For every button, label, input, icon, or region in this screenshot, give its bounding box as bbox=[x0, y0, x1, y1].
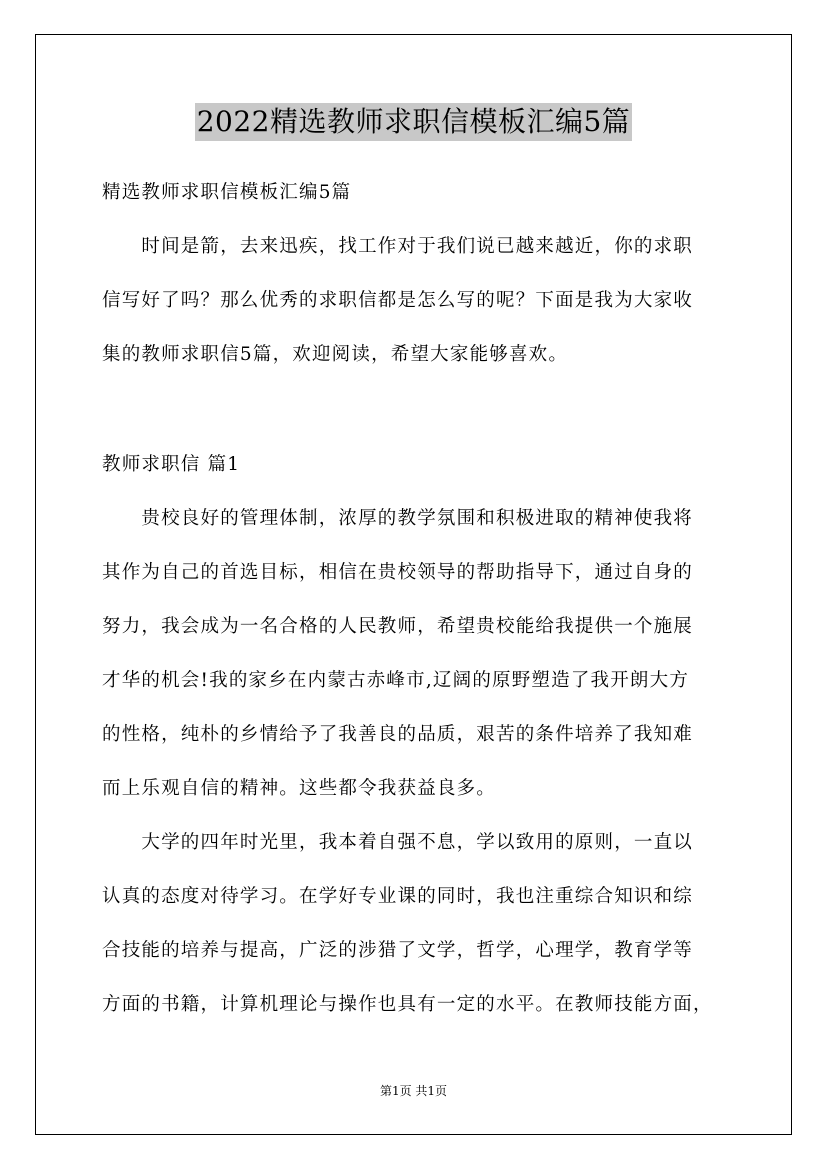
page-footer: 第1页 共1页 bbox=[379, 1084, 448, 1098]
para1-line-2: 其作为自己的首选目标，相信在贵校领导的帮助指导下，通过自身的 bbox=[102, 562, 694, 583]
para2-line-2: 认真的态度对待学习。在学好专业课的同时，我也注重综合知识和综 bbox=[102, 886, 694, 907]
para2-line-4: 方面的书籍，计算机理论与操作也具有一定的水平。在教师技能方面， bbox=[102, 994, 713, 1015]
intro-line-1: 时间是箭，去来迅疾，找工作对于我们说已越来越近，你的求职 bbox=[102, 236, 694, 257]
para2-line-1: 大学的四年时光里，我本着自强不息，学以致用的原则，一直以 bbox=[102, 832, 694, 853]
document-subtitle: 精选教师求职信模板汇编5篇 bbox=[102, 182, 352, 203]
para1-line-1: 贵校良好的管理体制，浓厚的教学氛围和积极进取的精神使我将 bbox=[102, 508, 694, 529]
para1-line-4: 才华的机会!我的家乡在内蒙古赤峰市,辽阔的原野塑造了我开朗大方 bbox=[102, 670, 690, 691]
document-title: 2022精选教师求职信模板汇编5篇 bbox=[195, 103, 633, 141]
title-container bbox=[0, 103, 827, 141]
para1-line-3: 努力，我会成为一名合格的人民教师，希望贵校能给我提供一个施展 bbox=[102, 616, 694, 637]
intro-line-2: 信写好了吗？那么优秀的求职信都是怎么写的呢？下面是我为大家收 bbox=[102, 290, 694, 311]
para2-line-3: 合技能的培养与提高，广泛的涉猎了文学，哲学，心理学，教育学等 bbox=[102, 940, 694, 961]
section-heading: 教师求职信 篇1 bbox=[102, 454, 241, 475]
intro-line-3: 集的教师求职信5篇，欢迎阅读，希望大家能够喜欢。 bbox=[102, 344, 569, 365]
para1-line-6: 而上乐观自信的精神。这些都令我获益良多。 bbox=[102, 778, 497, 799]
para1-line-5: 的性格，纯朴的乡情给予了我善良的品质，艰苦的条件培养了我知难 bbox=[102, 724, 694, 745]
